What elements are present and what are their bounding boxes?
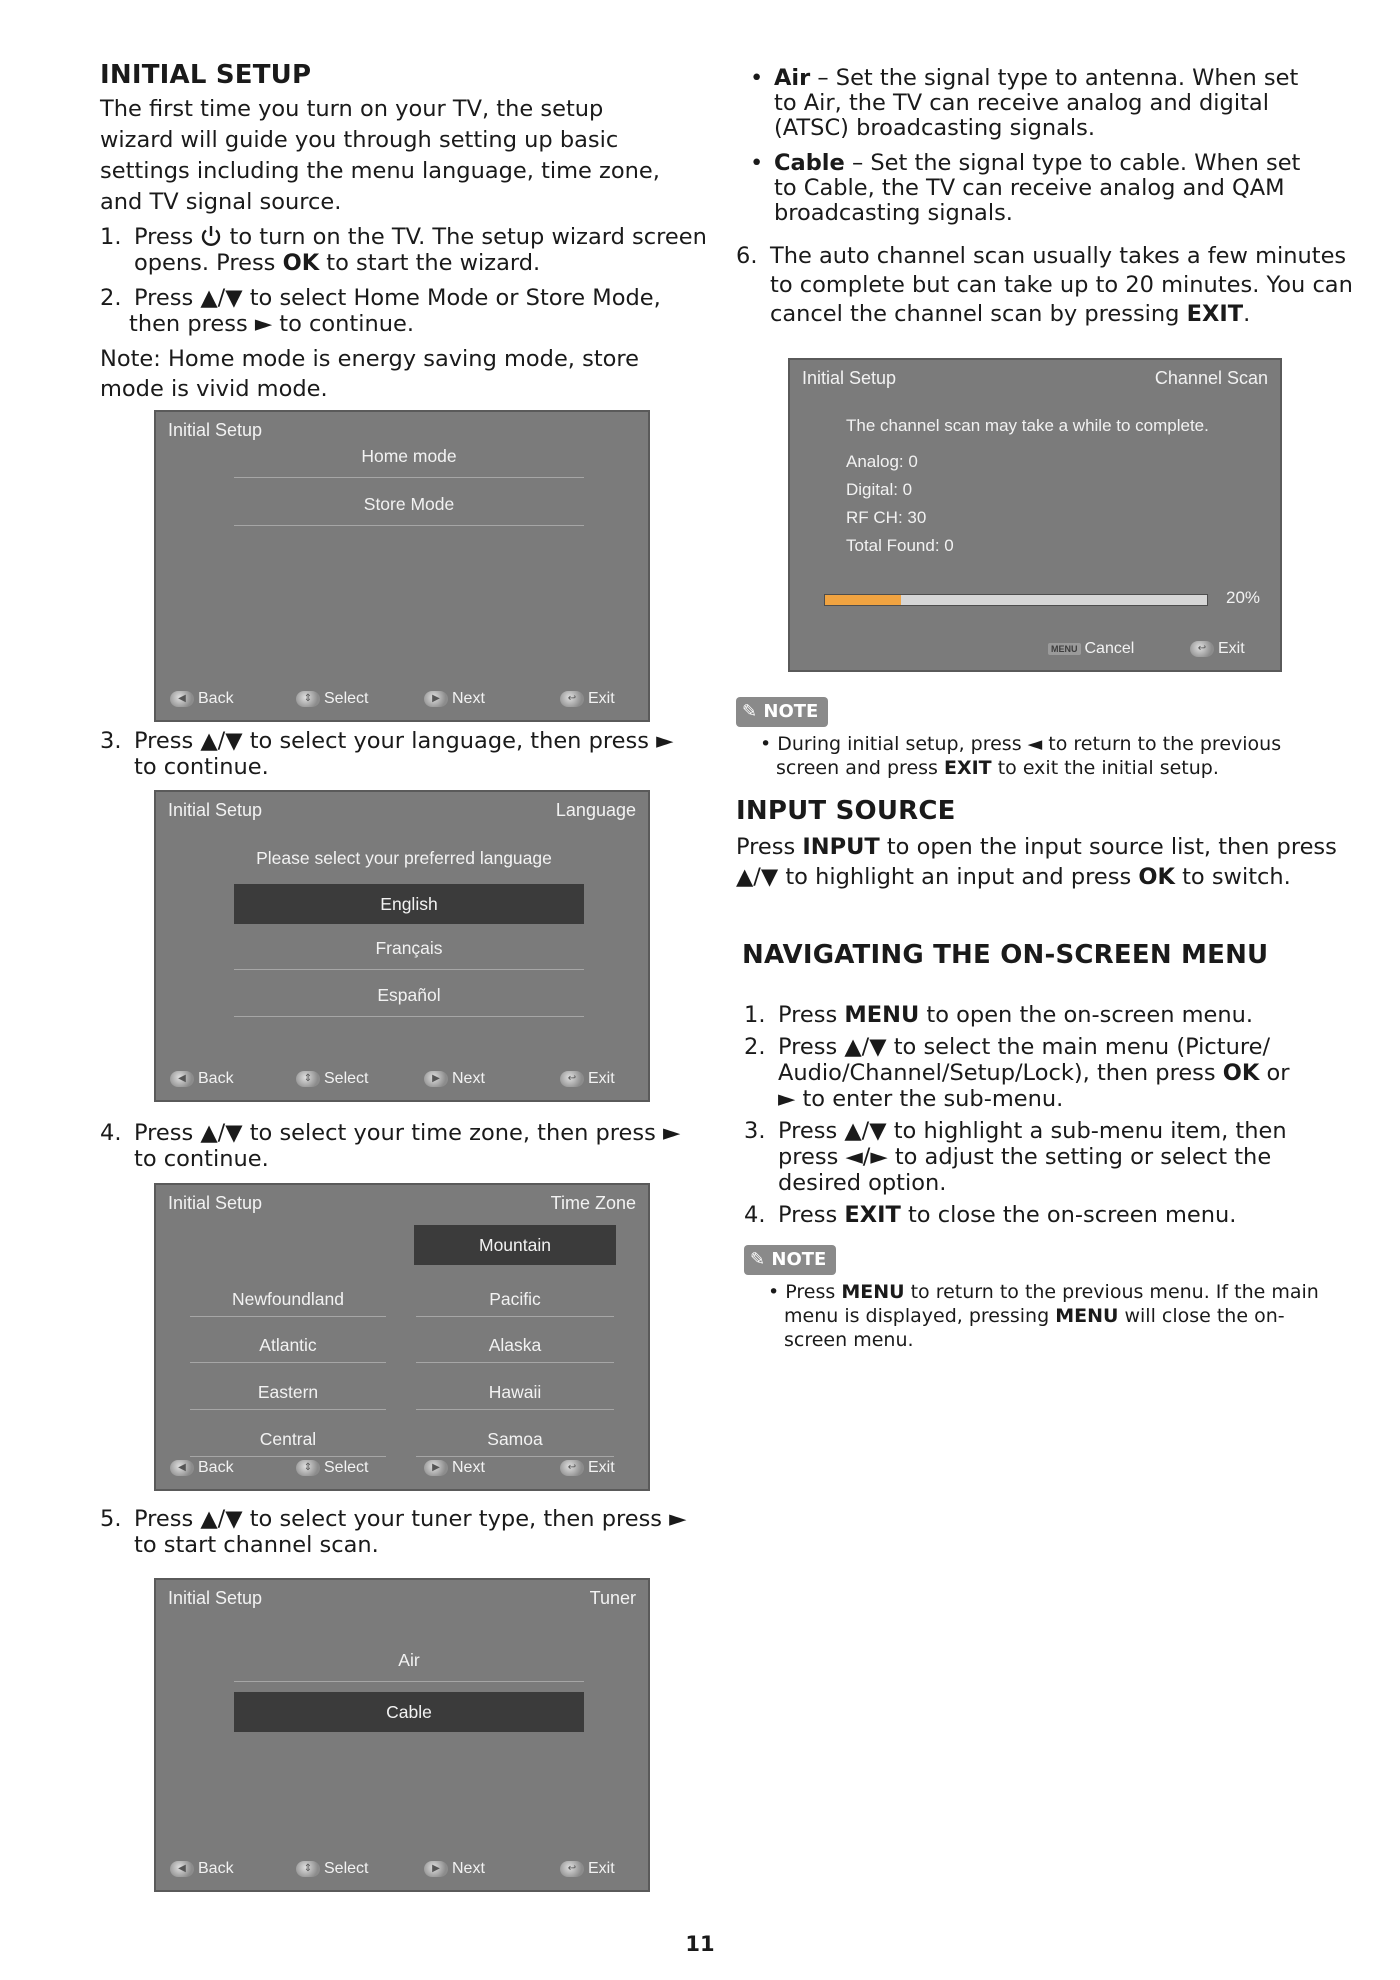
select-button[interactable]: ⇕ Select — [296, 1459, 368, 1477]
next-icon: ▶ — [424, 1071, 448, 1087]
back-icon: ◀ — [170, 1861, 194, 1877]
scan-analog: Analog: 0 — [846, 452, 918, 471]
updown-icon: ⇕ — [296, 1071, 320, 1087]
next-button[interactable]: ▶ Next — [424, 1459, 485, 1477]
cancel-button[interactable]: MENU Cancel — [1048, 640, 1134, 658]
next-button[interactable]: ▶ Next — [424, 690, 485, 708]
bullet-cable: • Cable – Set the signal type to cable. When set to Cable, the TV can receive analog and QAM broadcasting signals. — [750, 150, 1301, 226]
tz-newfoundland[interactable]: Newfoundland — [190, 1281, 386, 1317]
option-air[interactable]: Air — [234, 1638, 584, 1682]
note-badge: ✎ NOTE — [744, 1245, 836, 1275]
scan-footer — [790, 640, 1280, 662]
input-source-text: Press INPUT to open the input source list, then press ▲/▼ to highlight an input and press OK to switch. — [736, 834, 1337, 890]
screen-footer — [156, 1459, 648, 1481]
back-icon: ◀ — [170, 1460, 194, 1476]
input-source-heading: INPUT SOURCE — [736, 796, 956, 826]
tz-hawaii[interactable]: Hawaii — [416, 1374, 614, 1410]
scan-rf-ch: RF CH: 30 — [846, 508, 927, 527]
return-icon: ↩ — [560, 691, 584, 707]
next-icon: ▶ — [424, 1861, 448, 1877]
scan-message: The channel scan may take a while to complete. — [846, 416, 1209, 435]
note-badge: ✎ NOTE — [736, 697, 828, 727]
next-button[interactable]: ▶ Next — [424, 1860, 485, 1878]
next-icon: ▶ — [424, 1460, 448, 1476]
option-cable[interactable]: Cable — [234, 1692, 584, 1732]
page-number: 11 — [685, 1932, 715, 1956]
updown-icon: ⇕ — [296, 691, 320, 707]
note-initial-setup: • During initial setup, press ◄ to return to the previous screen and press EXIT to exit the initial setup. — [760, 733, 1282, 779]
screen-time-zone: Initial Setup Time Zone Newfoundland Atlantic Eastern Central Mountain Pacific Alaska Hawaii Samoa ◀ Back ⇕ Select ▶ Next ↩ Exit — [154, 1183, 650, 1491]
scan-progress-fill — [825, 595, 901, 605]
back-icon: ◀ — [170, 691, 194, 707]
select-button[interactable]: ⇕ Select — [296, 690, 368, 708]
option-home-mode[interactable]: Home mode — [234, 434, 584, 478]
paperclip-icon: ✎ — [750, 1249, 766, 1270]
return-icon: ↩ — [560, 1460, 584, 1476]
tz-samoa[interactable]: Samoa — [416, 1421, 614, 1457]
back-icon: ◀ — [170, 1071, 194, 1087]
exit-button[interactable]: ↩ Exit — [560, 1070, 615, 1088]
mode-note: Note: Home mode is energy saving mode, store mode is vivid mode. — [100, 346, 640, 402]
bullet-air: • Air – Set the signal type to antenna. When set to Air, the TV can receive analog and digital (ATSC) broadcasting signals. — [750, 65, 1299, 141]
option-francais[interactable]: Français — [234, 926, 584, 970]
screen-tuner: Initial Setup Tuner Air Cable ◀ Back ⇕ Select ▶ Next ↩ Exit — [154, 1578, 650, 1892]
screen-mode-select: Initial Setup Home mode Store Mode ◀ Back ⇕ Select ▶ Next ↩ Exit — [154, 410, 650, 722]
back-button[interactable]: ◀ Back — [170, 690, 234, 708]
intro-paragraph: The first time you turn on your TV, the setup wizard will guide you through setting up basic settings including the menu language, time zone, and TV signal source. — [100, 96, 660, 215]
tz-alaska[interactable]: Alaska — [416, 1327, 614, 1363]
back-button[interactable]: ◀ Back — [170, 1070, 234, 1088]
exit-button[interactable]: ↩ Exit — [560, 690, 615, 708]
tz-eastern[interactable]: Eastern — [190, 1374, 386, 1410]
tz-pacific[interactable]: Pacific — [416, 1281, 614, 1317]
scan-digital: Digital: 0 — [846, 480, 913, 499]
next-button[interactable]: ▶ Next — [424, 1070, 485, 1088]
return-icon: ↩ — [1190, 641, 1214, 657]
language-prompt: Please select your preferred language — [256, 848, 552, 868]
next-icon: ▶ — [424, 691, 448, 707]
tz-atlantic[interactable]: Atlantic — [190, 1327, 386, 1363]
scan-total-found: Total Found: 0 — [846, 536, 954, 555]
note-menu: • Press MENU to return to the previous menu. If the main menu is displayed, pressing MENU will close the on- screen menu. — [768, 1281, 1319, 1351]
option-espanol[interactable]: Español — [234, 973, 584, 1017]
scan-progress-label: 20% — [1226, 588, 1261, 607]
option-store-mode[interactable]: Store Mode — [234, 482, 584, 526]
exit-button[interactable]: ↩ Exit — [560, 1459, 615, 1477]
paperclip-icon: ✎ — [742, 701, 758, 722]
return-icon: ↩ — [560, 1071, 584, 1087]
back-button[interactable]: ◀ Back — [170, 1459, 234, 1477]
screen-footer — [156, 1860, 648, 1882]
scan-progress-bar — [824, 594, 1208, 606]
updown-icon: ⇕ — [296, 1861, 320, 1877]
back-button[interactable]: ◀ Back — [170, 1860, 234, 1878]
tz-central[interactable]: Central — [190, 1421, 386, 1457]
exit-button[interactable]: ↩ Exit — [1190, 640, 1245, 658]
screen-footer — [156, 1070, 648, 1092]
screen-channel-scan: Initial Setup Channel Scan The channel scan may take a while to complete. Analog: 0 Digital: 0 RF CH: 30 Total Found: 0 20% MENU Cancel ↩ Exit — [788, 358, 1282, 672]
select-button[interactable]: ⇕ Select — [296, 1070, 368, 1088]
screen-language: Initial Setup Language Please select your preferred language English Français Español ◀ Back ⇕ Select ▶ Next ↩ Exit — [154, 790, 650, 1102]
return-icon: ↩ — [560, 1861, 584, 1877]
updown-icon: ⇕ — [296, 1460, 320, 1476]
tz-mountain[interactable]: Mountain — [414, 1225, 616, 1265]
exit-button[interactable]: ↩ Exit — [560, 1860, 615, 1878]
power-icon — [200, 225, 222, 247]
select-button[interactable]: ⇕ Select — [296, 1860, 368, 1878]
menu-key-icon: MENU — [1048, 643, 1081, 655]
navigating-heading: NAVIGATING THE ON-SCREEN MENU — [742, 940, 1269, 970]
option-english[interactable]: English — [234, 884, 584, 924]
initial-setup-heading: INITIAL SETUP — [100, 60, 312, 90]
screen-footer — [156, 690, 648, 712]
